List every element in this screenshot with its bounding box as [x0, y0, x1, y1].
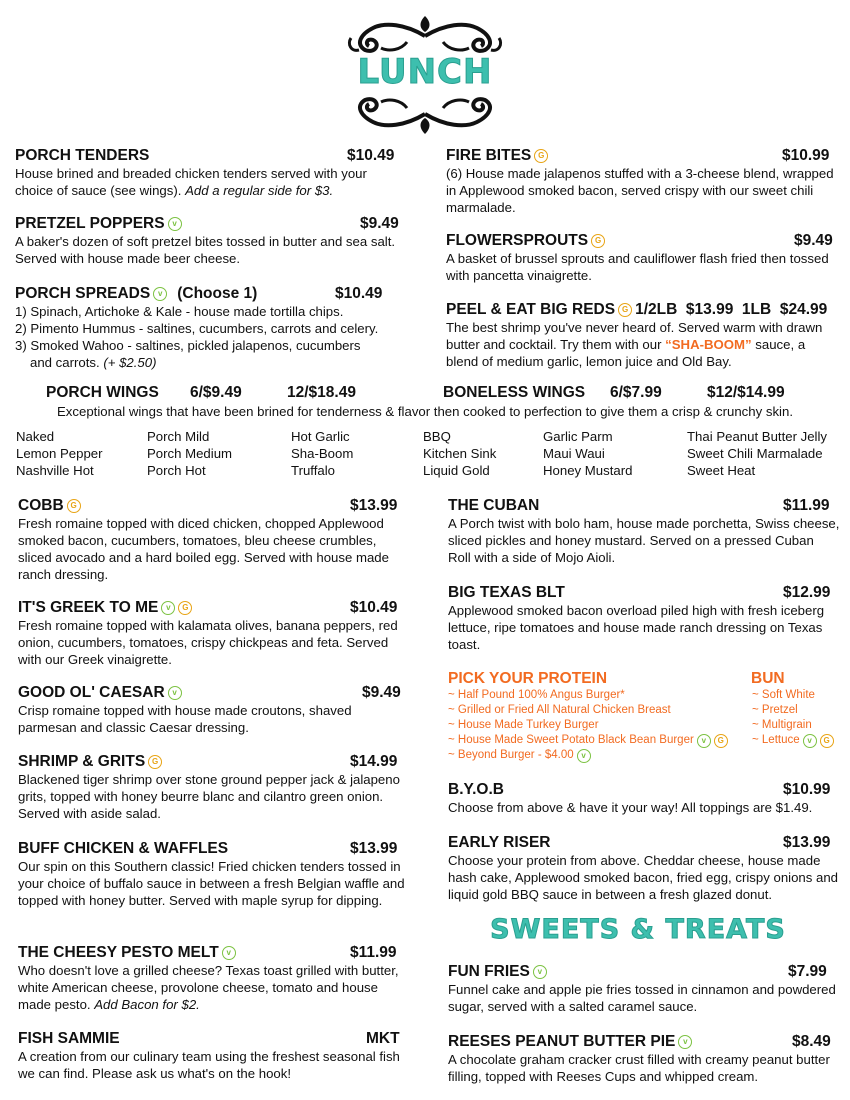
sauce-item: Liquid Gold — [423, 463, 490, 478]
item-desc: (6) House made jalapenos stuffed with a 3-cheese blend, wrapped in Applewood smoked bacon, served crispy with our sweet chili marmalade. — [446, 166, 834, 215]
sauce-item: Garlic Parm — [543, 429, 613, 444]
menu-item-porch-spreads — [15, 285, 415, 371]
menu-item-good-ol-caesar — [18, 684, 408, 736]
item-name: FUN FRIES — [448, 963, 530, 980]
sauce-item: Porch Mild — [147, 429, 210, 444]
veg-leaf-icon: v — [697, 734, 711, 748]
gluten-free-icon: G — [618, 303, 632, 317]
menu-item-fire-bites — [446, 147, 836, 216]
item-desc: Blackened tiger shrimp over stone ground pepper jack & jalapeno grits, topped with honey beurre blanc and cilantro green onion. Served with aside salad. — [18, 772, 400, 821]
item-price: $11.99 — [350, 944, 397, 961]
item-name: FIRE BITES — [446, 147, 532, 164]
gluten-free-icon: G — [714, 734, 728, 748]
item-price: $9.49 — [794, 232, 833, 249]
item-price: $14.99 — [350, 753, 398, 770]
sauce-item: Honey Mustard — [543, 463, 633, 478]
menu-item-pretzel-poppers — [15, 215, 405, 267]
sauce-item: Naked — [16, 429, 55, 444]
menu-item-peel-eat-big-reds — [446, 301, 841, 370]
item-name: REESES PEANUT BUTTER PIE — [448, 1033, 676, 1050]
veg-leaf-icon: v — [533, 965, 547, 979]
protein-list — [448, 688, 728, 763]
item-desc: Fresh romaine topped with kalamata olives, banana peppers, red onion, cucumbers, tomatoes, crispy chickpeas and feta. Served with our Greek vinaigrette. — [18, 618, 398, 667]
page-title: LUNCH — [357, 52, 493, 92]
item-name: THE CHEESY PESTO MELT — [18, 944, 219, 961]
sauce-column — [687, 428, 827, 479]
sauce-item: Maui Waui — [543, 446, 605, 461]
sauce-item: Kitchen Sink — [423, 446, 497, 461]
veg-leaf-icon: v — [678, 1035, 692, 1049]
item-desc: Choose your protein from above. Cheddar cheese, house made hash cake, Applewood smoked bacon, fried egg, crispy onions and liquid gold BBQ sauce in between a fresh glazed donut. — [448, 853, 839, 902]
item-desc: Choose from above & have it your way! All toppings are $1.49. — [448, 800, 813, 815]
veg-leaf-icon: v — [153, 287, 167, 301]
sauce-item: Sweet Chili Marmalade — [687, 446, 823, 461]
item-price: $10.49 — [347, 147, 395, 164]
item-desc: Fresh romaine topped with diced chicken, chopped Applewood smoked bacon, cucumbers, tomatoes, bleu cheese crumbles, sliced avocado and a hard boiled egg. Served with house made ranch dressing. — [18, 516, 389, 582]
item-desc: House brined and breaded chicken tenders served with your choice of sauce (see wings). — [15, 166, 367, 198]
sauce-column — [291, 428, 353, 479]
gluten-free-icon: G — [820, 734, 834, 748]
item-name: THE CUBAN — [448, 497, 540, 514]
bottom-ornament — [345, 92, 505, 136]
protein-option: ~ Half Pound 100% Angus Burger* — [448, 689, 625, 701]
item-desc: Applewood smoked bacon overload piled high with fresh iceberg lettuce, ripe tomatoes and house made ranch dressing on Texas toast. — [448, 603, 825, 652]
sauce-column — [423, 428, 496, 479]
sauce-item: Sha-Boom — [291, 446, 354, 461]
sauce-column — [147, 428, 232, 479]
item-desc: Funnel cake and apple pie fries tossed in cinnamon and powdered sugar, served with a salted caramel sauce. — [448, 982, 836, 1014]
spread-option-3-cont: and carrots. — [30, 355, 100, 370]
protein-option: ~ House Made Turkey Burger — [448, 719, 599, 731]
sauce-item: Porch Medium — [147, 446, 233, 461]
sauce-column — [16, 428, 103, 479]
gluten-free-icon: G — [148, 755, 162, 769]
item-name: IT'S GREEK TO ME — [18, 599, 159, 616]
item-name: BUFF CHICKEN & WAFFLES — [18, 840, 229, 857]
item-desc: A baker's dozen of soft pretzel bites tossed in butter and sea salt. Served with house made beer cheese. — [15, 234, 396, 266]
spread-option-2: 2) Pimento Hummus - saltines, cucumbers, carrots and celery. — [15, 321, 379, 336]
boneless-wings-12-price: $12/$14.99 — [707, 384, 785, 401]
menu-item-buff-chicken-waffles — [18, 840, 408, 909]
item-price: $10.49 — [350, 599, 398, 616]
menu-item-its-greek-to-me — [18, 599, 408, 668]
item-name: COBB — [18, 497, 64, 514]
item-desc: A basket of brussel sprouts and cauliflower flash fried then tossed with pancetta vinaigrette. — [446, 251, 829, 283]
item-choose: (Choose 1) — [177, 285, 258, 302]
item-note: Add Bacon for $2. — [94, 997, 200, 1012]
item-name: PORCH SPREADS — [15, 285, 151, 302]
item-name: GOOD OL' CAESAR — [18, 684, 165, 701]
bun-option: ~ Lettuce — [752, 734, 800, 746]
spread-option-3: 3) Smoked Wahoo - saltines, pickled jalapenos, cucumbers — [15, 338, 361, 353]
item-desc-cont: sauce, a blend of medium garlic, lemon juice and Old Bay. — [446, 337, 806, 369]
sauce-item: BBQ — [423, 429, 451, 444]
menu-item-flowersprouts — [446, 232, 836, 284]
gluten-free-icon: G — [67, 499, 81, 513]
item-desc: Our spin on this Southern classic! Fried chicken tenders tossed in your choice of buffalo sauce in between a fresh Belgian waffle and topped with honey butter. Served with maple syrup for dipping. — [18, 859, 405, 908]
menu-item-reeses-peanut-butter-pie — [448, 1033, 840, 1085]
sauce-item: Sweet Heat — [687, 463, 756, 478]
menu-item-byob — [448, 781, 840, 816]
veg-leaf-icon: v — [168, 686, 182, 700]
item-price: $10.99 — [783, 781, 831, 798]
gluten-free-icon: G — [534, 149, 548, 163]
menu-item-the-cuban — [448, 497, 840, 566]
item-price: $11.99 — [783, 497, 830, 514]
pick-your-protein-title: PICK YOUR PROTEIN — [448, 670, 608, 687]
item-name: FISH SAMMIE — [18, 1030, 120, 1047]
veg-leaf-icon: v — [161, 601, 175, 615]
item-price: $9.49 — [360, 215, 399, 232]
item-price: $13.99 — [350, 497, 398, 514]
item-price: $10.49 — [335, 285, 383, 302]
sweets-treats-title: SWEETS & TREATS — [490, 914, 786, 945]
menu-item-cobb — [18, 497, 408, 583]
bun-option: ~ Soft White — [752, 689, 815, 701]
item-name: PRETZEL POPPERS — [15, 215, 165, 232]
item-note: (+ $2.50) — [103, 355, 157, 370]
veg-leaf-icon: v — [168, 217, 182, 231]
sauce-column — [543, 428, 632, 479]
item-name: EARLY RISER — [448, 834, 551, 851]
menu-item-early-riser — [448, 834, 843, 903]
item-price: $13.99 — [350, 840, 398, 857]
item-desc: Who doesn't love a grilled cheese? Texas toast grilled with butter, white American cheese, provolone cheese, tomato and house made pesto. — [18, 963, 399, 1012]
protein-option: ~ House Made Sweet Potato Black Bean Burger — [448, 734, 694, 746]
item-desc: A chocolate graham cracker crust filled with creamy peanut butter filling, topped with Reeses Cups and whipped cream. — [448, 1052, 830, 1084]
item-price: $9.49 — [362, 684, 401, 701]
sauce-item: Porch Hot — [147, 463, 206, 478]
item-price: $7.99 — [788, 963, 827, 980]
sauce-item: Hot Garlic — [291, 429, 350, 444]
item-desc: The best shrimp you've never heard of. Served warm with drawn butter and cocktail. Try them with our — [446, 320, 823, 352]
item-name: B.Y.O.B — [448, 781, 504, 798]
item-name: FLOWERSPROUTS — [446, 232, 589, 249]
gluten-free-icon: G — [178, 601, 192, 615]
item-desc: A creation from our culinary team using the freshest seasonal fish we can find. Please ask us what's on the hook! — [18, 1049, 400, 1081]
menu-item-porch-tenders — [15, 147, 405, 199]
porch-wings-6-price: 6/$9.49 — [190, 384, 242, 401]
item-price: $13.99 — [783, 834, 831, 851]
sauce-item: Lemon Pepper — [16, 446, 103, 461]
menu-item-big-texas-blt — [448, 584, 840, 653]
item-note: Add a regular side for $3. — [185, 183, 334, 198]
item-desc: A Porch twist with bolo ham, house made porchetta, Swiss cheese, sliced pickles and honey mustard. Served on a pressed Cuban Roll with a side of Mojo Aioli. — [448, 516, 840, 565]
item-name: PEEL & EAT BIG REDS — [446, 301, 616, 318]
boneless-wings-label: BONELESS WINGS — [443, 384, 586, 401]
item-price: 1/2LB $13.99 1LB $24.99 — [635, 301, 828, 318]
veg-leaf-icon: v — [577, 749, 591, 763]
boneless-wings-6-price: 6/$7.99 — [610, 384, 662, 401]
spread-option-1: 1) Spinach, Artichoke & Kale - house made tortilla chips. — [15, 304, 344, 319]
sauce-item: Thai Peanut Butter Jelly — [687, 429, 828, 444]
item-name: BIG TEXAS BLT — [448, 584, 565, 601]
porch-wings-12-price: 12/$18.49 — [287, 384, 356, 401]
wings-description: Exceptional wings that have been brined for tenderness & flavor then cooked to perfection to give them a crisp & crunchy skin. — [57, 404, 793, 419]
item-name: SHRIMP & GRITS — [18, 753, 146, 770]
veg-leaf-icon: v — [222, 946, 236, 960]
sauce-item: Nashville Hot — [16, 463, 94, 478]
bun-list — [752, 688, 834, 748]
bun-title: BUN — [751, 670, 785, 687]
sauce-item: Truffalo — [291, 463, 335, 478]
menu-item-fish-sammie — [18, 1030, 408, 1082]
item-desc: Crisp romaine topped with house made croutons, shaved parmesan and classic Caesar dressing. — [18, 703, 352, 735]
porch-wings-label: PORCH WINGS — [46, 384, 159, 401]
sha-boom-highlight: “SHA-BOOM” — [665, 337, 752, 352]
bun-option: ~ Pretzel — [752, 704, 798, 716]
item-price: MKT — [366, 1030, 400, 1047]
veg-leaf-icon: v — [803, 734, 817, 748]
item-price: $10.99 — [782, 147, 830, 164]
menu-item-shrimp-grits — [18, 753, 408, 822]
menu-item-cheesy-pesto-melt — [18, 944, 408, 1013]
item-price: $8.49 — [792, 1033, 831, 1050]
item-price: $12.99 — [783, 584, 831, 601]
protein-option: ~ Grilled or Fried All Natural Chicken Breast — [448, 704, 671, 716]
menu-item-fun-fries — [448, 963, 840, 1015]
gluten-free-icon: G — [591, 234, 605, 248]
bun-option: ~ Multigrain — [752, 719, 812, 731]
protein-option: ~ Beyond Burger - $4.00 — [448, 749, 574, 761]
item-name: PORCH TENDERS — [15, 147, 150, 164]
